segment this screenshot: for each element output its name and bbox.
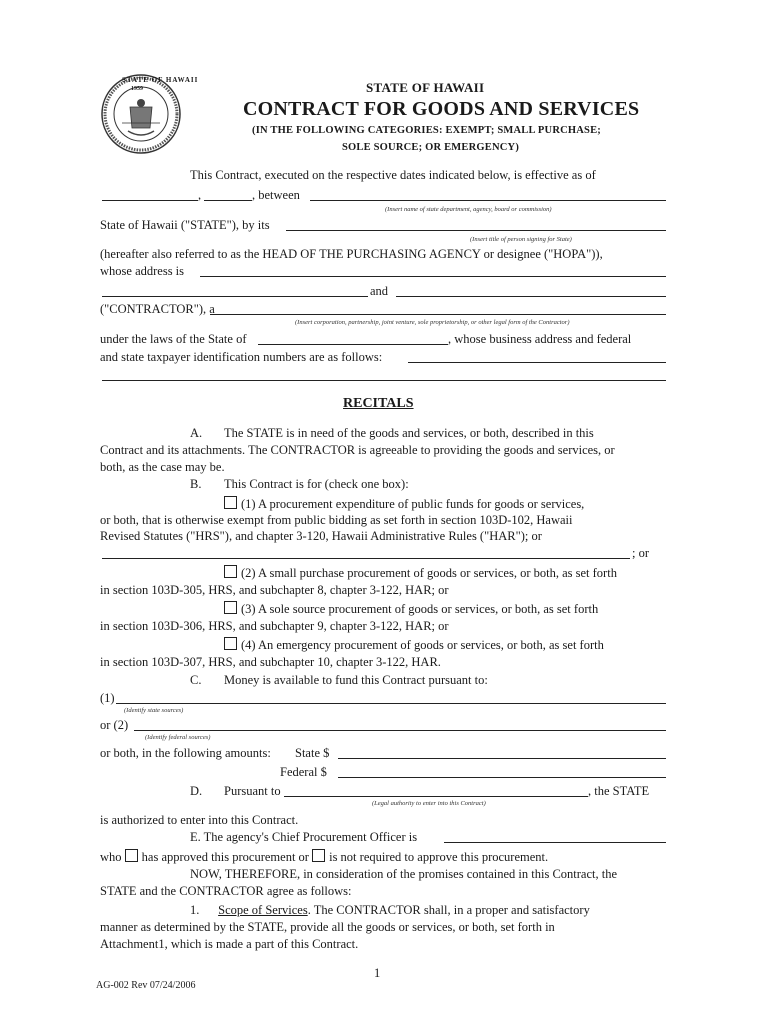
- recitals-heading: RECITALS: [343, 396, 414, 411]
- amounts-label: or both, in the following amounts:: [100, 746, 271, 760]
- not-required-checkbox[interactable]: [312, 849, 325, 862]
- hint-legal-form: (Insert corporation, partnership, joint venture, sole proprietorship, or other legal form of the Contractor): [295, 319, 570, 326]
- option-4-checkbox[interactable]: [224, 637, 237, 650]
- state-sources-field[interactable]: [116, 703, 666, 704]
- contract-subtitle-1: (IN THE FOLLOWING CATEGORIES: EXEMPT; SMALL PURCHASE;: [252, 125, 601, 136]
- recital-c-line-1: Money is available to fund this Contract pursuant to:: [224, 673, 488, 687]
- recital-a-line-1: The STATE is in need of the goods and services, or both, described in this: [224, 426, 594, 440]
- state-amount-label: State $: [295, 746, 330, 760]
- pursuant-label: Pursuant to: [224, 784, 281, 798]
- approved-checkbox[interactable]: [125, 849, 138, 862]
- option-3-checkbox[interactable]: [224, 601, 237, 614]
- under-laws-label: under the laws of the State of: [100, 332, 247, 346]
- hint-state-sources: (Identify state sources): [124, 707, 184, 714]
- effective-year-field[interactable]: [204, 200, 252, 201]
- seal-ring-text: STATE OF HAWAII: [122, 76, 199, 84]
- business-address-label: , whose business address and federal: [448, 332, 632, 346]
- between-label: , between: [252, 188, 300, 202]
- recital-c-label: C.: [190, 673, 202, 687]
- fund-source-1-label: (1): [100, 691, 115, 705]
- contract-title: CONTRACT FOR GOODS AND SERVICES: [243, 98, 640, 120]
- section-1-line-3: Attachment1, which is made a part of this Contract.: [100, 937, 359, 951]
- scope-of-services-title: Scope of Services: [218, 903, 308, 917]
- department-field[interactable]: [310, 200, 666, 201]
- hopa-text: (hereafter also referred to as the HEAD OF THE PURCHASING AGENCY or designee ("HOPA")),: [100, 247, 603, 261]
- and-label: and: [370, 284, 389, 298]
- hint-signer-title: (Insert title of person signing for State): [470, 236, 572, 243]
- option-1-line-2: or both, that is otherwise exempt from public bidding as set forth in section 103D-102, Hawaii: [100, 513, 573, 527]
- the-state-label: , the STATE: [588, 784, 650, 798]
- section-1-line-2: manner as determined by the STATE, provide all the goods or services, or both, set forth in: [100, 920, 555, 934]
- section-1-line-1: 1. Scope of Services. The CONTRACTOR shall, in a proper and satisfactory: [190, 903, 590, 917]
- now-therefore-line-1: NOW, THEREFORE, in consideration of the promises contained in this Contract, the: [190, 867, 618, 881]
- contract-subtitle-2: SOLE SOURCE; OR EMERGENCY): [342, 142, 520, 153]
- recital-a-line-2: Contract and its attachments. The CONTRACTOR is agreeable to providing the goods and services, or: [100, 443, 615, 457]
- approval-line: who has approved this procurement or is not required to approve this procurement.: [100, 850, 549, 864]
- recital-d-line-2: is authorized to enter into this Contract.: [100, 813, 299, 827]
- option-1-other-field[interactable]: [102, 558, 630, 559]
- hint-federal-sources: (Identify federal sources): [145, 734, 211, 741]
- recital-b-line-1: This Contract is for (check one box):: [224, 477, 409, 491]
- taxpayer-label: and state taxpayer identification numbers are as follows:: [100, 350, 383, 364]
- legal-form-field[interactable]: [210, 314, 666, 315]
- form-number: AG-002 Rev 07/24/2006: [96, 980, 196, 991]
- effective-date-field[interactable]: [102, 200, 198, 201]
- signer-title-field[interactable]: [286, 230, 666, 231]
- option-1-or: ; or: [632, 546, 650, 560]
- option-4: (4) An emergency procurement of goods or services, or both, as set forth: [224, 637, 604, 653]
- state-amount-field[interactable]: [338, 758, 666, 759]
- contractor-name-field-2[interactable]: [396, 296, 666, 297]
- federal-amount-label: Federal $: [280, 765, 327, 779]
- recital-a-line-3: both, as the case may be.: [100, 460, 225, 474]
- state-of-incorporation-field[interactable]: [258, 344, 448, 345]
- taxpayer-id-field[interactable]: [408, 362, 666, 363]
- state-by-label: State of Hawaii ("STATE"), by its: [100, 218, 270, 232]
- option-2-checkbox[interactable]: [224, 565, 237, 578]
- option-2: (2) A small purchase procurement of goods or services, or both, as set forth: [224, 565, 617, 581]
- option-1: (1) A procurement expenditure of public funds for goods or services,: [224, 496, 584, 512]
- hint-department: (Insert name of state department, agency, board or commission): [385, 206, 552, 213]
- hint-legal-authority: (Legal authority to enter into this Contract): [372, 800, 486, 807]
- legal-authority-field[interactable]: [284, 796, 588, 797]
- taxpayer-id-field-2[interactable]: [102, 380, 666, 381]
- option-2-line-2: in section 103D-305, HRS, and subchapter 8, chapter 3-122, HAR; or: [100, 583, 449, 597]
- option-1-line-3: Revised Statutes ("HRS"), and chapter 3-120, Hawaii Administrative Rules ("HAR"); or: [100, 529, 542, 543]
- option-3: (3) A sole source procurement of goods or services, or both, as set forth: [224, 601, 598, 617]
- state-heading: STATE OF HAWAII: [366, 80, 485, 95]
- recital-a-label: A.: [190, 426, 203, 440]
- cpo-field[interactable]: [444, 842, 666, 843]
- address-label: whose address is: [100, 264, 185, 278]
- federal-sources-field[interactable]: [134, 730, 666, 731]
- contractor-label: ("CONTRACTOR"), a: [100, 302, 215, 316]
- seal-year: 1959: [131, 86, 143, 92]
- option-3-line-2: in section 103D-306, HRS, and subchapter 9, chapter 3-122, HAR; or: [100, 619, 449, 633]
- recital-e-line-1: E. The agency's Chief Procurement Officer is: [190, 830, 418, 844]
- option-4-line-2: in section 103D-307, HRS, and subchapter 10, chapter 3-122, HAR.: [100, 655, 441, 669]
- recital-d-label: D.: [190, 784, 203, 798]
- fund-source-2-label: or (2): [100, 718, 129, 732]
- state-seal: [100, 73, 199, 155]
- contractor-name-field[interactable]: [102, 296, 368, 297]
- option-1-checkbox[interactable]: [224, 496, 237, 509]
- intro-line: This Contract, executed on the respective dates indicated below, is effective as of: [190, 168, 596, 182]
- page-number: 1: [374, 966, 381, 980]
- address-field[interactable]: [200, 276, 666, 277]
- federal-amount-field[interactable]: [338, 777, 666, 778]
- now-therefore-line-2: STATE and the CONTRACTOR agree as follows:: [100, 884, 352, 898]
- recital-b-label: B.: [190, 477, 202, 491]
